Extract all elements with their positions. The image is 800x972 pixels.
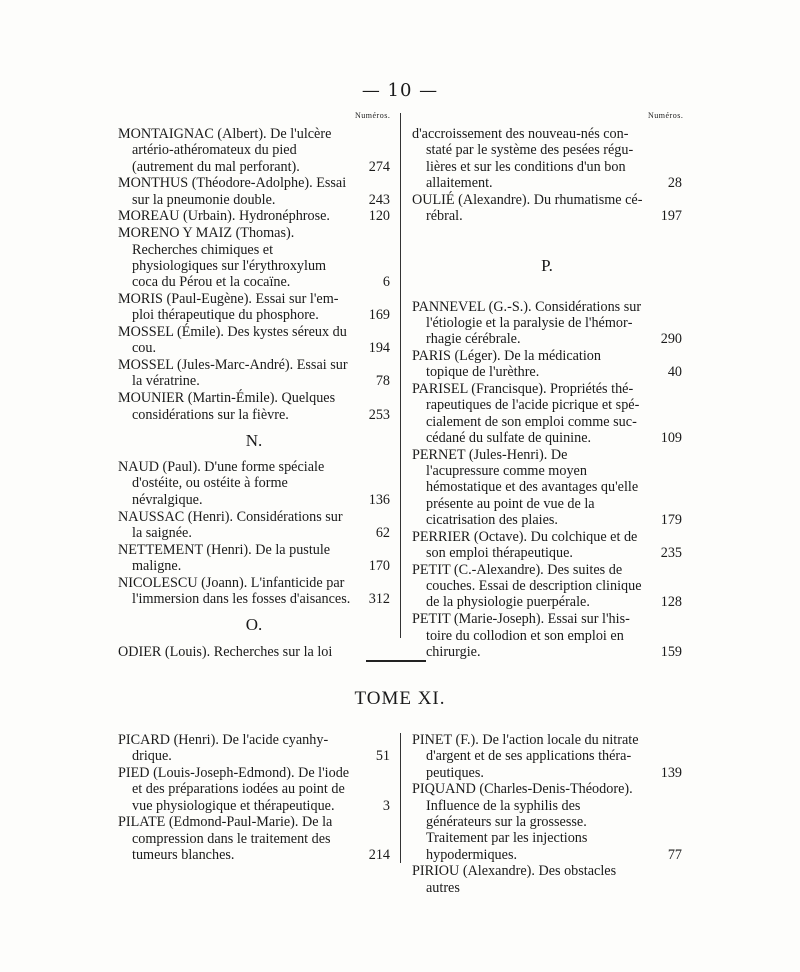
page-number: — 10 — — [361, 80, 439, 101]
column-divider-bottom — [400, 733, 401, 863]
index-entry — [118, 225, 390, 290]
entry-number: 3 — [382, 797, 390, 814]
index-entry — [118, 644, 390, 660]
bottom-right-column — [412, 732, 682, 896]
entry-text: MORENO Y MAIZ (Thomas). Recherches chimiques et physiologiques sur l'érythroxylum coca du Pérou et la cocaïne. — [118, 225, 327, 291]
top-right-column — [412, 126, 682, 661]
entry-number: 128 — [660, 594, 682, 611]
bottom-left-column — [118, 732, 390, 864]
index-entry — [412, 562, 682, 611]
section-letter-p: P. — [541, 256, 553, 276]
entry-text: NETTEMENT (Henri). De la pustule maligne. — [118, 541, 331, 574]
entry-text: PICARD (Henri). De l'acide cyanhydrique. — [118, 732, 329, 765]
entry-number: 197 — [660, 207, 682, 224]
index-entry — [118, 509, 390, 542]
entry-list — [118, 732, 390, 863]
entry-text: PIRIOU (Alexandre). Des obstacles autres — [412, 863, 617, 896]
column-divider-top — [400, 113, 401, 638]
numeros-label-right: Numéros. — [648, 111, 684, 120]
entry-text: NICOLESCU (Joann). L'infanticide par l'immersion dans les fosses d'aisances. — [118, 574, 351, 608]
index-entry — [412, 192, 682, 225]
index-entry — [118, 765, 390, 814]
index-entry — [412, 126, 682, 191]
index-entry — [412, 299, 682, 348]
index-entry — [118, 390, 390, 423]
index-entry — [118, 175, 390, 208]
entry-number: 214 — [368, 847, 390, 864]
numeros-label-left: Numéros. — [355, 111, 391, 120]
entry-text: PARISEL (Francisque). Propriétés thérapeutiques de l'acide picrique et spécialement de son emploi comme succédané du sulfate de quinine. — [412, 381, 640, 446]
entry-number: 40 — [667, 364, 682, 381]
index-entry — [118, 732, 390, 765]
index-entry — [412, 611, 682, 660]
index-entry — [118, 542, 390, 575]
entry-number: 274 — [368, 158, 390, 175]
entry-number: 179 — [660, 511, 682, 528]
index-entry — [118, 814, 390, 863]
entry-number: 109 — [660, 429, 682, 446]
index-entry — [118, 126, 390, 175]
index-entry — [412, 381, 682, 446]
entry-number: 243 — [368, 191, 390, 208]
entry-text: PINET (F.). De l'action locale du nitrate d'argent et de ses applications thérapeutiques. — [412, 732, 639, 781]
entry-list — [412, 299, 682, 661]
entry-text: MONTHUS (Théodore-Adolphe). Essai sur la pneumonie double. — [118, 175, 347, 208]
index-entry — [118, 357, 390, 390]
entry-text: d'accroissement des nouveau-nés constaté par le système des pesées régulières et sur les conditions d'un bon allaitement. — [412, 126, 634, 191]
entry-text: MORIS (Paul-Eugène). Essai sur l'emploi thérapeutique du phosphore. — [118, 290, 339, 324]
index-entry — [412, 732, 682, 781]
entry-number: 77 — [667, 846, 682, 863]
entry-text: PETIT (C.-Alexandre). Des suites de couches. Essai de description clinique de la physiologie puerpérale. — [412, 561, 642, 611]
index-entry — [118, 324, 390, 357]
entry-text: NAUSSAC (Henri). Considérations sur la saignée. — [118, 508, 343, 541]
entry-text: MOREAU (Urbain). Hydronéphrose. — [118, 208, 330, 225]
entry-text: PANNEVEL (G.-S.). Considérations sur l'étiologie et la paralysie de l'hémorrhagie cérébrale. — [412, 298, 642, 348]
index-entry — [118, 459, 390, 508]
tome-title: TOME XI. — [354, 688, 446, 709]
entry-text: OULIÉ (Alexandre). Du rhumatisme cérébral. — [412, 191, 643, 224]
index-entry — [412, 863, 682, 896]
index-entry — [118, 208, 390, 224]
entry-number: 159 — [660, 643, 682, 660]
entry-number: 170 — [368, 557, 390, 574]
index-entry — [412, 781, 682, 862]
index-entry — [412, 348, 682, 381]
section-letter-n: N. — [245, 430, 263, 450]
top-left-column — [118, 126, 390, 660]
index-entry — [118, 575, 390, 608]
entry-text: MOSSEL (Émile). Des kystes séreux du cou. — [118, 324, 347, 357]
entry-list — [118, 644, 390, 660]
entry-text: PETIT (Marie-Joseph). Essai sur l'histoire du collodion et son emploi en chirurgie. — [412, 611, 630, 660]
entry-number: 28 — [667, 174, 682, 191]
entry-number: 120 — [368, 208, 390, 225]
entry-number: 78 — [375, 373, 390, 390]
section-rule — [366, 660, 426, 662]
section-letter-o: O. — [245, 615, 263, 635]
entry-list — [412, 126, 682, 224]
entry-list — [118, 459, 390, 607]
entry-text: PIED (Louis-Joseph-Edmond). De l'iode et des préparations iodées au point de vue physiologique et thérapeutique. — [118, 765, 350, 814]
entry-list — [118, 126, 390, 423]
entry-number: 253 — [368, 406, 390, 423]
entry-text: ODIER (Louis). Recherches sur la loi — [118, 643, 333, 660]
entry-text: PIQUAND (Charles-Denis-Théodore). Influence de la syphilis des générateurs sur la grossesse. Traitement par les injections hypodermiques. — [412, 781, 633, 863]
entry-number: 312 — [368, 591, 390, 608]
index-entry — [412, 447, 682, 528]
entry-number: 62 — [375, 524, 390, 541]
entry-number: 51 — [375, 748, 390, 765]
entry-number: 235 — [660, 545, 682, 562]
entry-text: NAUD (Paul). D'une forme spéciale d'ostéite, ou ostéite à forme névralgique. — [118, 459, 325, 508]
entry-text: MOUNIER (Martin-Émile). Quelques considérations sur la fièvre. — [118, 390, 336, 423]
entry-number: 290 — [660, 331, 682, 348]
entry-number: 169 — [368, 307, 390, 324]
index-entry — [412, 529, 682, 562]
entry-number: 136 — [368, 491, 390, 508]
entry-text: PARIS (Léger). De la médication topique de l'urèthre. — [412, 347, 601, 381]
entry-number: 194 — [368, 340, 390, 357]
entry-number: 139 — [660, 764, 682, 781]
entry-text: MONTAIGNAC (Albert). De l'ulcère artério-athéromateux du pied (autrement du mal perforant). — [118, 126, 332, 175]
entry-text: PILATE (Edmond-Paul-Marie). De la compression dans le traitement des tumeurs blanches. — [118, 814, 333, 864]
entry-text: MOSSEL (Jules-Marc-André). Essai sur la vératrine. — [118, 357, 348, 390]
entry-text: PERRIER (Octave). Du colchique et de son emploi thérapeutique. — [412, 528, 638, 562]
index-entry — [118, 291, 390, 324]
entry-list — [412, 732, 682, 896]
entry-number: 6 — [382, 274, 390, 291]
entry-text: PERNET (Jules-Henri). De l'acupressure comme moyen hémostatique et des avantages qu'elle présente au point de vue de la cicatrisation des plaies. — [412, 446, 639, 528]
